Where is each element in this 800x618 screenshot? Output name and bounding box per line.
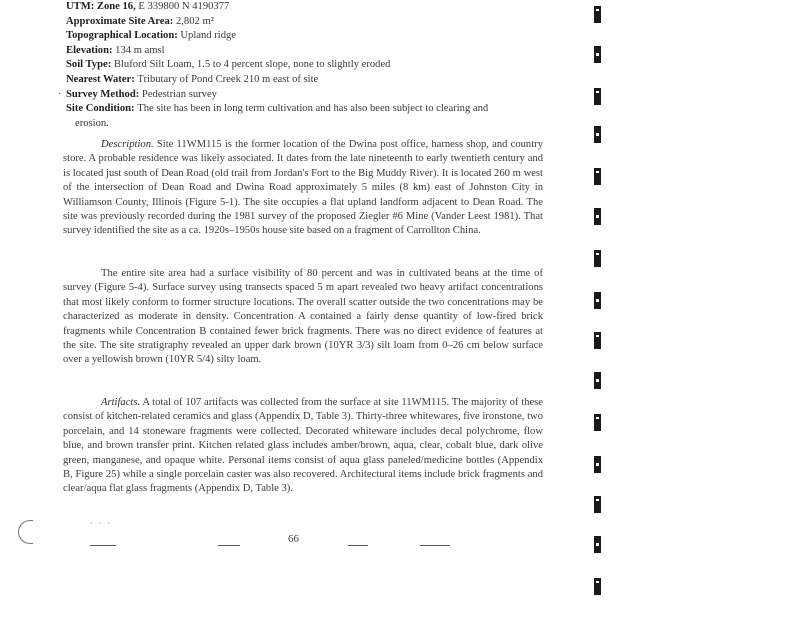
binding-mark — [594, 168, 601, 185]
attr-topography: Topographical Location: Upland ridge — [66, 30, 236, 42]
attr-utm: UTM: Zone 16, E 339800 N 4190377 — [66, 1, 230, 12]
scan-dash — [90, 545, 116, 546]
binding-mark — [594, 536, 601, 553]
binding-mark — [594, 250, 601, 267]
attr-survey-method: Survey Method: Pedestrian survey — [66, 88, 217, 100]
scan-bracket-mark — [18, 520, 33, 544]
artifacts-text: A total of 107 artifacts was collected from the surface at site 11WM115. The majority of these consist of kitchen-related ceramics and glass (Appendix D, Table 3). Thirty-three whitewares, five ironstone, two porcelain, and 14 stoneware fragments were collected. Decorated whiteware includes decal polychrome, flow blue, and brown transfer print. Kitchen related glass includes amber/brown, aqua, clear, cobalt blue, dark olive green, manganese, and opaque white. Personal items consist of aqua glass paneled/medicine bottles (Appendix B, Figure 25) while a single porcelain caster was also recovered. Architectural items include brick fragments and clear/aqua flat glass fragments (Appendix D, Table 3). — [63, 397, 543, 495]
binding-mark — [594, 292, 601, 309]
attr-site-condition-continued: erosion. — [75, 117, 109, 129]
attr-soil-type: Soil Type: Bluford Silt Loam, 1.5 to 4 percent slope, none to slightly eroded — [66, 59, 391, 71]
site-attributes — [66, 0, 556, 131]
description-heading: Description. — [101, 139, 154, 150]
artifacts-paragraph — [63, 396, 543, 497]
attr-site-condition: Site Condition: The site has been in long term cultivation and has also been subject to clearing and — [66, 103, 489, 115]
binding-mark — [594, 6, 601, 23]
scan-dash — [348, 545, 368, 546]
scan-dash — [218, 545, 240, 546]
page-number: 66 — [288, 533, 299, 545]
page-footer — [60, 519, 540, 549]
scan-dash — [420, 545, 450, 546]
binding-mark — [594, 372, 601, 389]
attr-site-area: Approximate Site Area: 2,802 m² — [66, 15, 214, 27]
binding-mark — [594, 414, 601, 431]
margin-dot: · — [58, 89, 62, 100]
binding-mark — [594, 578, 601, 595]
binding-mark — [594, 496, 601, 513]
scan-dots: · · · — [90, 519, 112, 528]
attr-elevation: Elevation: 134 m amsl — [66, 44, 165, 56]
surface-survey-paragraph: The entire site area had a surface visibility of 80 percent and was in cultivated beans at the time of survey (Figure 5-4). Surface survey using transects spaced 5 m apart revealed two heavy artifact concentrations that most likely conform to former structure locations. The overall scatter outside the two concentrations may be characterized as moderate in density. Concentration A contained a fairly dense quantity of low-fired brick fragments while Concentration B contained fewer brick fragments. There was no direct evidence of features at the site. The site stratigraphy revealed an upper dark brown (10YR 3/3) silt loam from 0–26 cm below surface over a yellowish brown (10YR 5/4) silty loam. — [63, 268, 543, 366]
binding-mark — [594, 126, 601, 143]
binding-mark — [594, 332, 601, 349]
attr-nearest-water: Nearest Water: Tributary of Pond Creek 210 m east of site — [66, 73, 319, 85]
artifacts-heading: Artifacts. — [101, 397, 141, 408]
binding-mark — [594, 208, 601, 225]
description-paragraph — [63, 138, 543, 239]
description-text: Site 11WM115 is the former location of the Dwina post office, harness shop, and country store. A probable residence was likely associated. It dates from the late nineteenth to early twentieth century and is located just south of Dean Road (old trail from Jordan's Fort to the Big Muddy River). It is located 260 m west of the intersection of Dean Road and Dwina Road approximately 5 miles (8 km) east of Johnston City in Williamson County, Illinois (Figure 5-1). The site occupies a flat upland landform adjacent to Dean Road. The site was previously recorded during the 1981 survey of the proposed Ziegler #6 Mine (Vander Leest 1981). That survey identified the site as a ca. 1920s–1950s house site based on a fragment of Carrollton China. — [63, 139, 543, 237]
binding-mark — [594, 456, 601, 473]
binding-mark — [594, 88, 601, 105]
binding-mark — [594, 46, 601, 63]
